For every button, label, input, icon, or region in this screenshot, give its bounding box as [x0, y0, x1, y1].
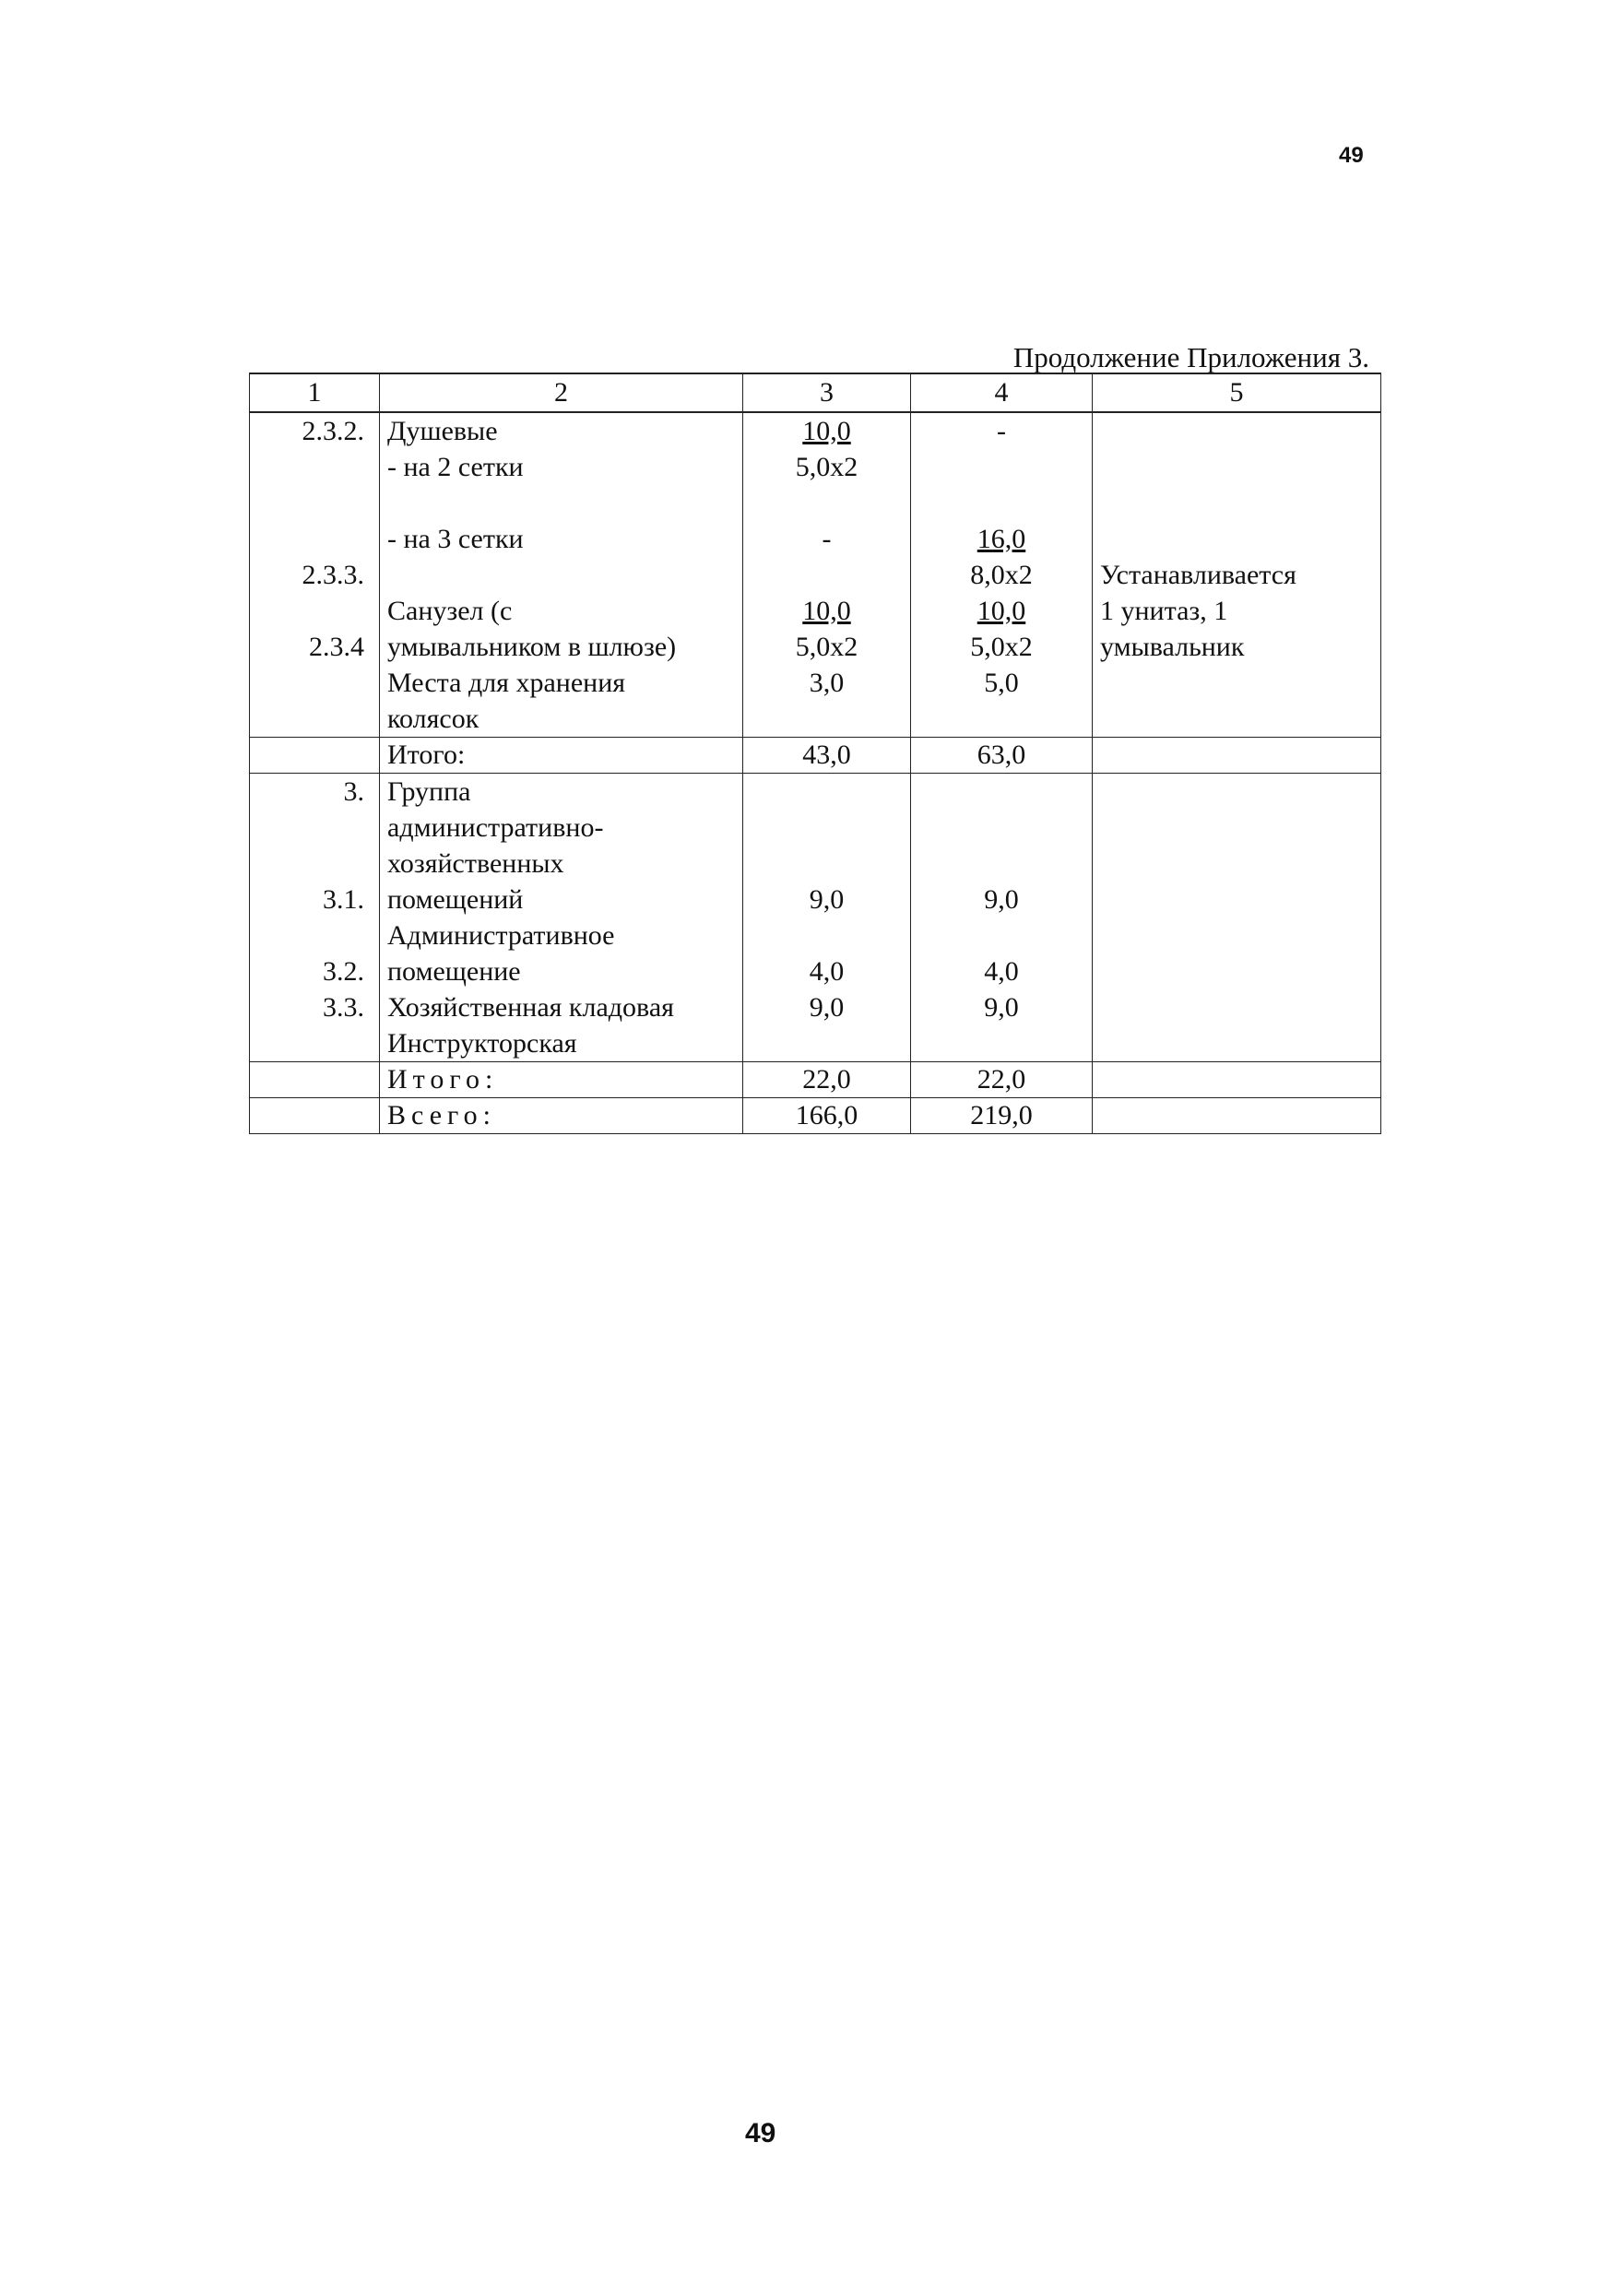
- row-name: Хозяйственная кладовая: [387, 992, 674, 1023]
- row-number: 2.3.4: [309, 632, 364, 662]
- col3-value: 10,0: [802, 596, 851, 626]
- subtotal-col3: 22,0: [743, 1062, 911, 1098]
- col4-cell: [911, 774, 1093, 1062]
- header-col-3: 3: [743, 373, 911, 412]
- col3-value: 4,0: [809, 956, 845, 987]
- row-number: 2.3.3.: [302, 560, 364, 590]
- col4-value: 5,0х2: [970, 632, 1033, 662]
- col3-value: -: [822, 524, 832, 554]
- col4-value: -: [997, 416, 1006, 446]
- note-text: Устанавливается: [1100, 560, 1296, 590]
- subtotal-col4: 63,0: [911, 738, 1093, 774]
- col5-cell: [1093, 412, 1381, 738]
- col3-value: 5,0х2: [795, 632, 858, 662]
- subtotal-col4: 22,0: [911, 1062, 1093, 1098]
- col4-value: 16,0: [977, 524, 1026, 554]
- header-col-5: 5: [1093, 373, 1381, 412]
- subtotal-label: Итого:: [380, 1062, 743, 1098]
- header-row: [250, 373, 1381, 412]
- grand-total-label: Всего:: [380, 1098, 743, 1134]
- row-name: Административное: [387, 920, 615, 951]
- note-text: 1 унитаз, 1: [1100, 596, 1228, 626]
- row-name: Инструкторская: [387, 1028, 577, 1059]
- row-number: 2.3.2.: [302, 416, 364, 446]
- row-number: 3.2.: [323, 956, 364, 987]
- subtotal-row: [250, 738, 1381, 774]
- col3-value: 9,0: [809, 992, 845, 1023]
- row-name: Группа: [387, 776, 471, 807]
- header-col-2: 2: [380, 373, 743, 412]
- appendix-table: [249, 373, 1381, 1134]
- header-col-1: 1: [250, 373, 380, 412]
- row-name: умывальником в шлюзе): [387, 632, 677, 662]
- table-row: [250, 774, 1381, 1062]
- grand-total-col4: 219,0: [911, 1098, 1093, 1134]
- col3-cell: [743, 774, 911, 1062]
- subtotal-row: [250, 1062, 1381, 1098]
- col4-value: 9,0: [984, 884, 1019, 915]
- col3-value: 3,0: [809, 668, 845, 698]
- row-number: 3.3.: [323, 992, 364, 1023]
- subtotal-col3: 43,0: [743, 738, 911, 774]
- row-name: помещение: [387, 956, 521, 987]
- col4-cell: [911, 412, 1093, 738]
- row-number-cell: [250, 774, 380, 1062]
- col3-cell: [743, 412, 911, 738]
- row-number-cell: [250, 412, 380, 738]
- subtotal-label: Итого:: [380, 738, 743, 774]
- row-name: административно-: [387, 812, 604, 843]
- row-subname: - на 2 сетки: [387, 452, 524, 482]
- row-name: Душевые: [387, 416, 498, 446]
- row-name: Санузел (с: [387, 596, 513, 626]
- col5-cell: [1093, 774, 1381, 1062]
- col4-value: 4,0: [984, 956, 1019, 987]
- row-name: Места для хранения: [387, 668, 626, 698]
- row-name: хозяйственных: [387, 848, 564, 879]
- row-subname: - на 3 сетки: [387, 524, 524, 554]
- grand-total-col3: 166,0: [743, 1098, 911, 1134]
- grand-total-row: [250, 1098, 1381, 1134]
- col3-value: 10,0: [802, 416, 851, 446]
- col4-value: 5,0: [984, 668, 1019, 698]
- header-col-4: 4: [911, 373, 1093, 412]
- col4-value: 10,0: [977, 596, 1026, 626]
- col4-value: 8,0х2: [970, 560, 1033, 590]
- row-number: 3.1.: [323, 884, 364, 915]
- row-name-cell: [380, 774, 743, 1062]
- page-number-top: 49: [1339, 143, 1364, 168]
- col3-value: 9,0: [809, 884, 845, 915]
- note-text: умывальник: [1100, 632, 1245, 662]
- table-caption: Продолжение Приложения 3.: [1012, 341, 1369, 373]
- col3-value: 5,0х2: [795, 452, 858, 482]
- col4-value: 9,0: [984, 992, 1019, 1023]
- table-row: [250, 412, 1381, 738]
- row-name: помещений: [387, 884, 524, 915]
- row-number: 3.: [343, 776, 364, 807]
- row-name-cell: [380, 412, 743, 738]
- page-number-bottom: 49: [745, 2118, 776, 2148]
- row-name: колясок: [387, 704, 479, 734]
